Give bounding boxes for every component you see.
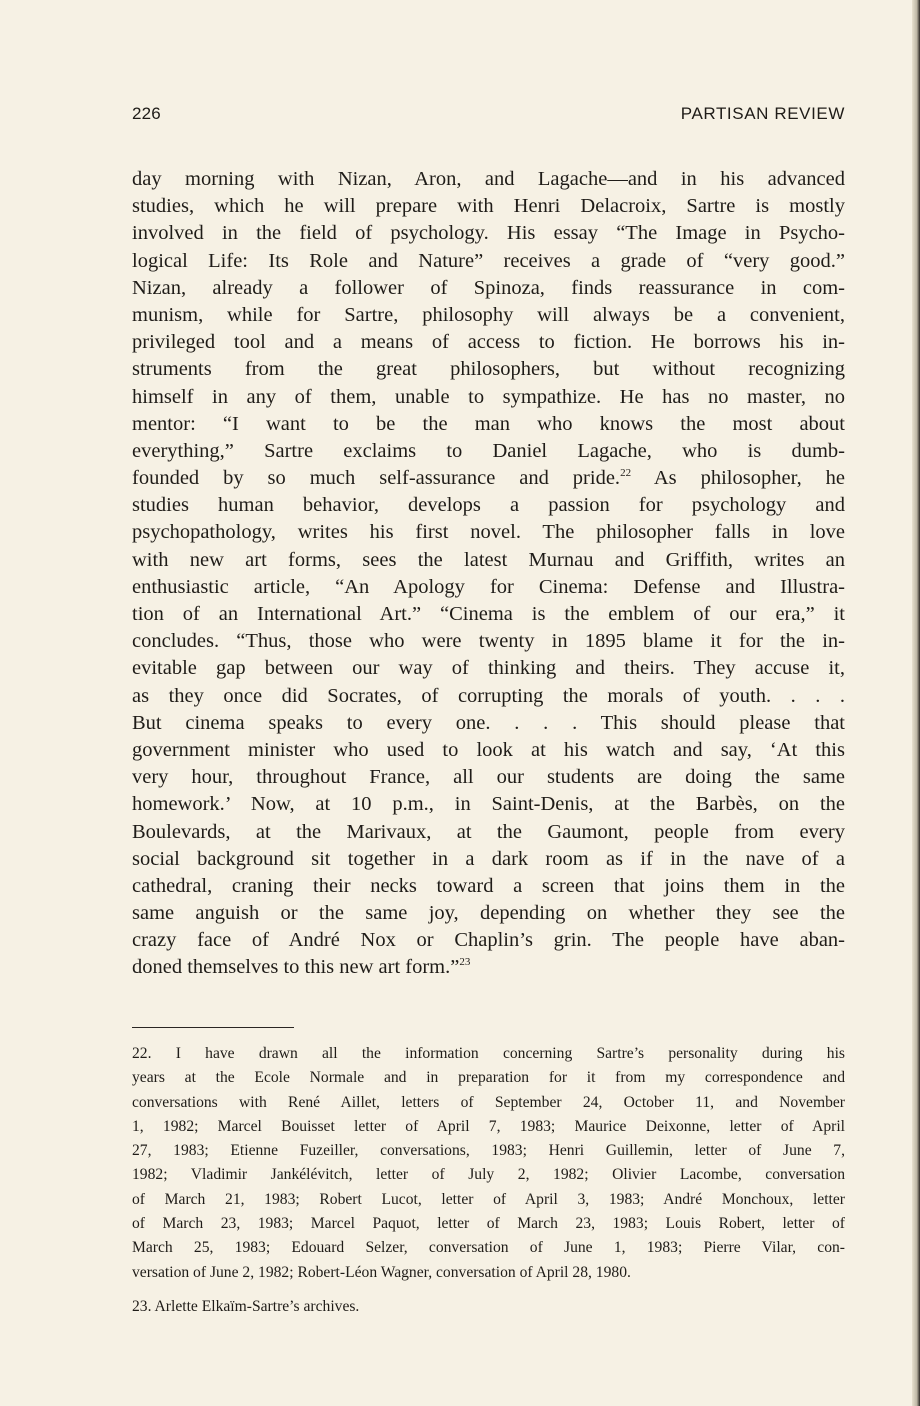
body-line: social background sit together in a dark room as if in the nave of a: [132, 847, 845, 870]
journal-title: PARTISAN REVIEW: [680, 104, 845, 123]
body-line: very hour, throughout France, all our students are doing the same: [132, 766, 845, 789]
body-line-text: As philosopher, he: [631, 467, 845, 490]
body-line-text: founded by so much self-assurance and pride.: [132, 467, 621, 490]
page-number: 226: [132, 104, 161, 123]
body-line: mentor: “I want to be the man who knows the most about: [132, 412, 845, 435]
body-line: day morning with Nizan, Aron, and Lagache—and in his advanced: [132, 168, 845, 190]
footnote-22-line: versation of June 2, 1982; Robert-Léon Wagner, conversation of April 28, 1980.: [132, 1263, 631, 1281]
footnote-ref-22: 22: [620, 467, 632, 480]
footnote-22-line: conversations with René Aillet, letters of September 24, October 11, and November: [132, 1093, 845, 1111]
body-line: evitable gap between our way of thinking and theirs. They accuse it,: [132, 657, 845, 680]
body-line: Boulevards, at the Marivaux, at the Gaumont, people from every: [132, 820, 845, 843]
footnote-22-line: of March 21, 1983; Robert Lucot, letter of April 3, 1983; André Monchoux, letter: [132, 1190, 845, 1208]
footnote-22-line: years at the Ecole Normale and in preparation for it from my correspondence and: [132, 1069, 845, 1087]
footnote-22-line: 1982; Vladimir Jankélévitch, letter of July 2, 1982; Olivier Lacombe, conversation: [132, 1166, 845, 1184]
body-line-with-ref: [132, 954, 845, 981]
body-line: as they once did Socrates, of corrupting the morals of youth. . . .: [132, 684, 845, 707]
body-line: everything,” Sartre exclaims to Daniel Lagache, who is dumb-: [132, 439, 845, 462]
body-line: struments from the great philosophers, but without recognizing: [132, 358, 845, 381]
footnote-22-line: of March 23, 1983; Marcel Paquot, letter of March 23, 1983; Louis Robert, letter of: [132, 1215, 845, 1233]
body-line: homework.’ Now, at 10 p.m., in Saint-Denis, at the Barbès, on the: [132, 793, 845, 816]
body-line: Nizan, already a follower of Spinoza, finds reassurance in com-: [132, 276, 845, 299]
body-line: privileged tool and a means of access to fiction. He borrows his in-: [132, 331, 845, 354]
footnote-22-line: March 25, 1983; Edouard Selzer, conversation of June 1, 1983; Pierre Vilar, con-: [132, 1239, 845, 1257]
body-line: cathedral, craning their necks toward a screen that joins them in the: [132, 874, 845, 897]
main-paragraph: [132, 166, 845, 982]
body-line: tion of an International Art.” “Cinema is the emblem of our era,” it: [132, 603, 845, 625]
footnote-22-line: 27, 1983; Etienne Fuzeiller, conversations, 1983; Henri Guillemin, letter of June 7,: [132, 1142, 845, 1160]
body-line: studies human behavior, develops a passion for psychology and: [132, 494, 845, 517]
body-line: logical Life: Its Role and Nature” receives a grade of “very good.”: [132, 249, 845, 272]
footnote-22-line: 1, 1982; Marcel Bouisset letter of April 7, 1983; Maurice Deixonne, letter of April: [132, 1117, 845, 1135]
body-line: psychopathology, writes his first novel. The philosopher falls in love: [132, 521, 845, 544]
body-line: involved in the field of psychology. His essay “The Image in Psycho-: [132, 222, 845, 245]
body-line: concludes. “Thus, those who were twenty in 1895 blame it for the in-: [132, 630, 845, 653]
footnote-23: 23. Arlette Elkaïm-Sartre’s archives.: [132, 1297, 360, 1315]
body-line: same anguish or the same joy, depending on whether they see the: [132, 902, 845, 925]
footnotes: [132, 1042, 845, 1319]
body-line: with new art forms, sees the latest Murnau and Griffith, writes an: [132, 548, 845, 571]
body-line: crazy face of André Nox or Chaplin’s grin. The people have aban-: [132, 929, 845, 952]
footnote-22-line: 22. I have drawn all the information concerning Sartre’s personality during his: [132, 1045, 845, 1062]
body-line: himself in any of them, unable to sympathize. He has no master, no: [132, 385, 845, 408]
body-line: studies, which he will prepare with Henri Delacroix, Sartre is mostly: [132, 195, 845, 218]
body-line-text: doned themselves to this new art form.”: [132, 956, 460, 979]
footnote-divider: [132, 1027, 294, 1028]
page-edge-shadow: [912, 0, 920, 1406]
body-line: government minister who used to look at his watch and say, ‘At this: [132, 738, 845, 761]
body-line: enthusiastic article, “An Apology for Cinema: Defense and Illustra-: [132, 575, 845, 598]
body-line: munism, while for Sartre, philosophy will always be a convenient,: [132, 303, 845, 326]
body-line-with-ref: [132, 465, 845, 492]
running-head: [132, 100, 845, 128]
body-line: But cinema speaks to every one. . . . This should please that: [132, 711, 845, 734]
footnote-ref-23: 23: [459, 956, 471, 969]
